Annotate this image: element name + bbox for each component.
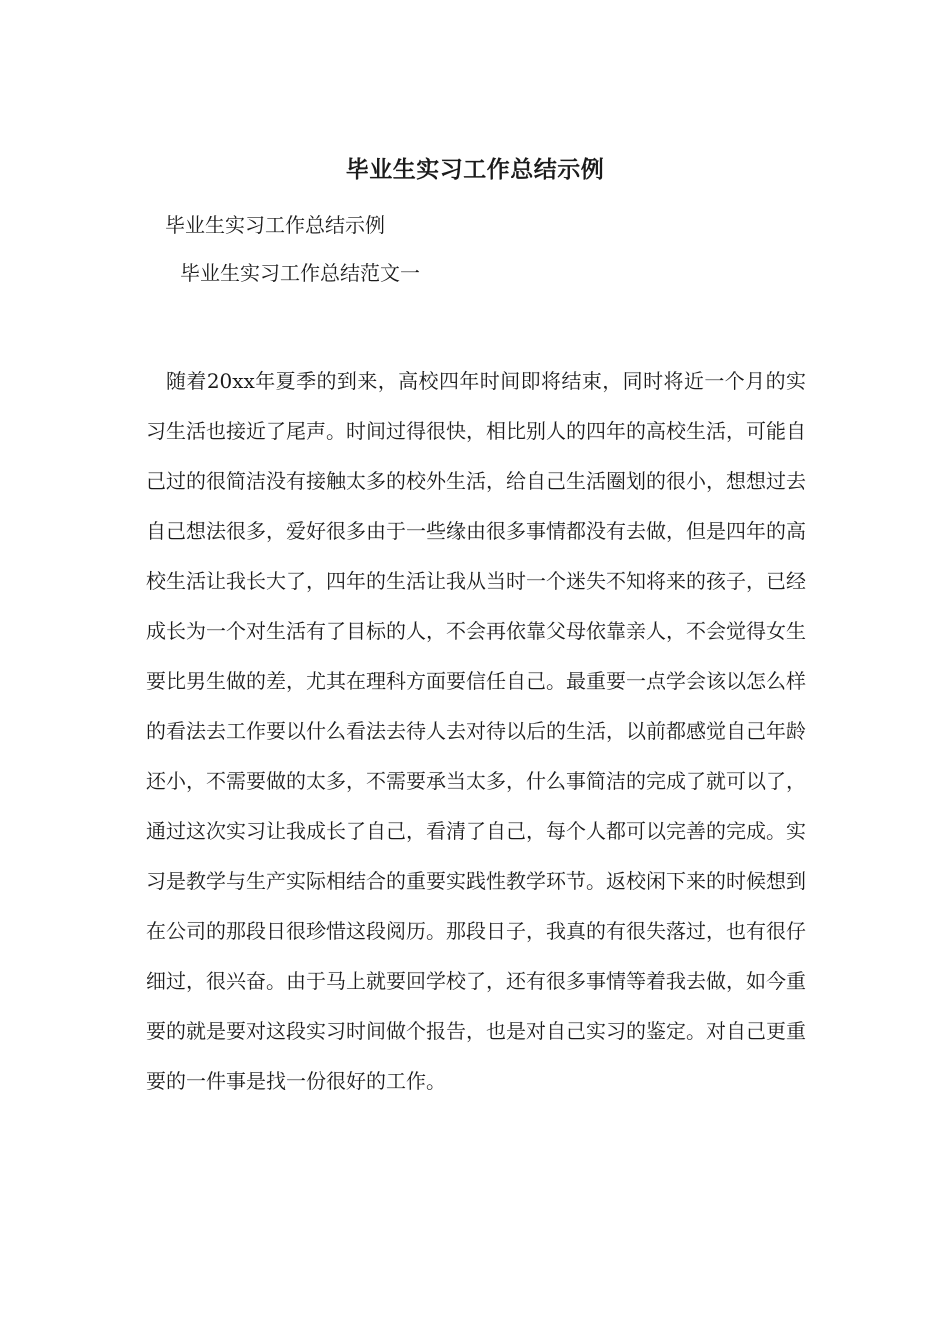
document-subtitle: 毕业生实习工作总结示例 — [165, 213, 385, 237]
section-heading: 毕业生实习工作总结范文一 — [180, 261, 420, 285]
document-title: 毕业生实习工作总结示例 — [345, 156, 605, 183]
body-paragraph: 随着20xx年夏季的到来，高校四年时间即将结束，同时将近一个月的实习生活也接近了尾声。时间过得很快，相比别人的四年的高校生活，可能自己过的很简洁没有接触太多的校外生活，给自己生活圈划的很小，想想过去自己想法很多，爱好很多由于一些缘由很多事情都没有去做，但是四年的高校生活让我长大了，四年的生活让我从当时一个迷失不知将来的孩子，已经成长为一个对生活有了目标的人，不会再依靠父母依靠亲人，不会觉得女生要比男生做的差，尤其在理科方面要信任自己。最重要一点学会该以怎么样的看法去工作要以什么看法去待人去对待以后的生活，以前都感觉自己年龄还小，不需要做的太多，不需要承当太多，什么事简洁的完成了就可以了，通过这次实习让我成长了自己，看清了自己，每个人都可以完善的完成。实习是教学与生产实际相结合的重要实践性教学环节。返校闲下来的时候想到在公司的那段日很珍惜这段阅历。那段日子，我真的有很失落过，也有很仔细过，很兴奋。由于马上就要回学校了，还有很多事情等着我去做，如今重要的就是要对这段实习时间做个报告，也是对自己实习的鉴定。对自己更重要的一件事是找一份很好的工作。 — [146, 369, 806, 1093]
